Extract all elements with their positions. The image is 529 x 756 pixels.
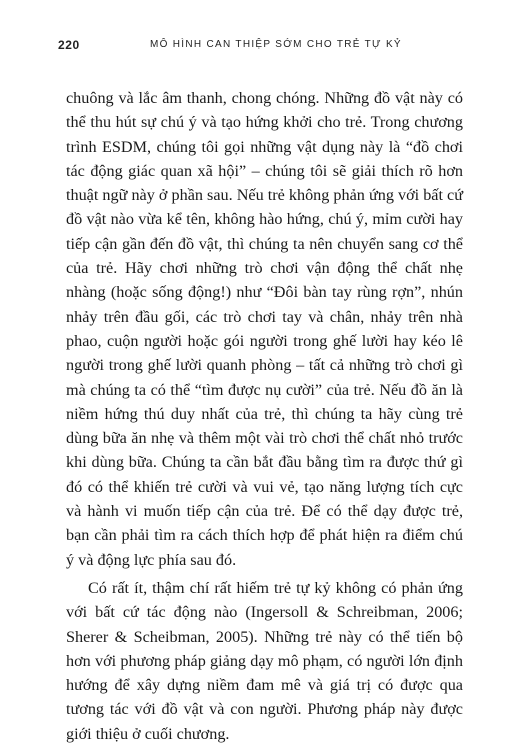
page-number: 220 [58, 38, 80, 52]
running-title: MÔ HÌNH CAN THIỆP SỚM CHO TRẺ TỰ KỶ [150, 39, 402, 50]
page-header [58, 38, 471, 56]
paragraph-1: chuông và lắc âm thanh, chong chóng. Những đồ vật này có thể thu hút sự chú ý và tạo hứng khởi cho trẻ. Trong chương trình ESDM, chúng tôi gọi những vật dụng này là “đồ chơi tác động giác quan xã hội” – chúng tôi sẽ giải thích rõ hơn thuật ngữ này ở phần sau. Nếu trẻ không phản ứng với bất cứ đồ vật nào vừa kể tên, không hào hứng, chú ý, mỉm cười hay tiếp cận gần đến đồ vật, thì chúng ta nên chuyển sang cơ thể của trẻ. Hãy chơi những trò chơi vận động thể chất nhẹ nhàng (hoặc sống động!) như “Đôi bàn tay rùng rợn”, nhún nhảy trên đầu gối, các trò chơi tay và chân, nhảy trên nhà phao, cuộn người hoặc gói người trong ghế lười hay kéo lê người trong ghế lười quanh phòng – tất cả những trò chơi gì mà chúng ta có thể “tìm được nụ cười” của trẻ. Nếu đồ ăn là niềm hứng thú duy nhất của trẻ, thì chúng ta hãy cùng trẻ dùng bữa ăn nhẹ và thêm một vài trò chơi thể chất nhỏ trước khi dùng bữa. Chúng ta cần bắt đầu bằng tìm ra được thứ gì đó có thể khiến trẻ cười và vui vẻ, tạo năng lượng tích cực và hành vi muốn tiếp cận của trẻ. Để có thể dạy được trẻ, bạn cần phải tìm ra cách thích hợp để phát hiện ra điểm chú ý và động lực phía sau đó. [66, 89, 463, 569]
paragraph-2: Có rất ít, thậm chí rất hiếm trẻ tự kỷ không có phản ứng với bất cứ tác động nào (Ingersoll & Schreibman, 2006; Sherer & Scheibman, 2005). Những trẻ này có thể tiến bộ hơn với phương pháp giảng dạy mô phạm, có người lớn định hướng để xây dựng niềm đam mê và giá trị có được qua tương tác với đồ vật và con người. Phương pháp này được giới thiệu ở cuối chương. [66, 578, 463, 743]
body-text [66, 86, 463, 746]
